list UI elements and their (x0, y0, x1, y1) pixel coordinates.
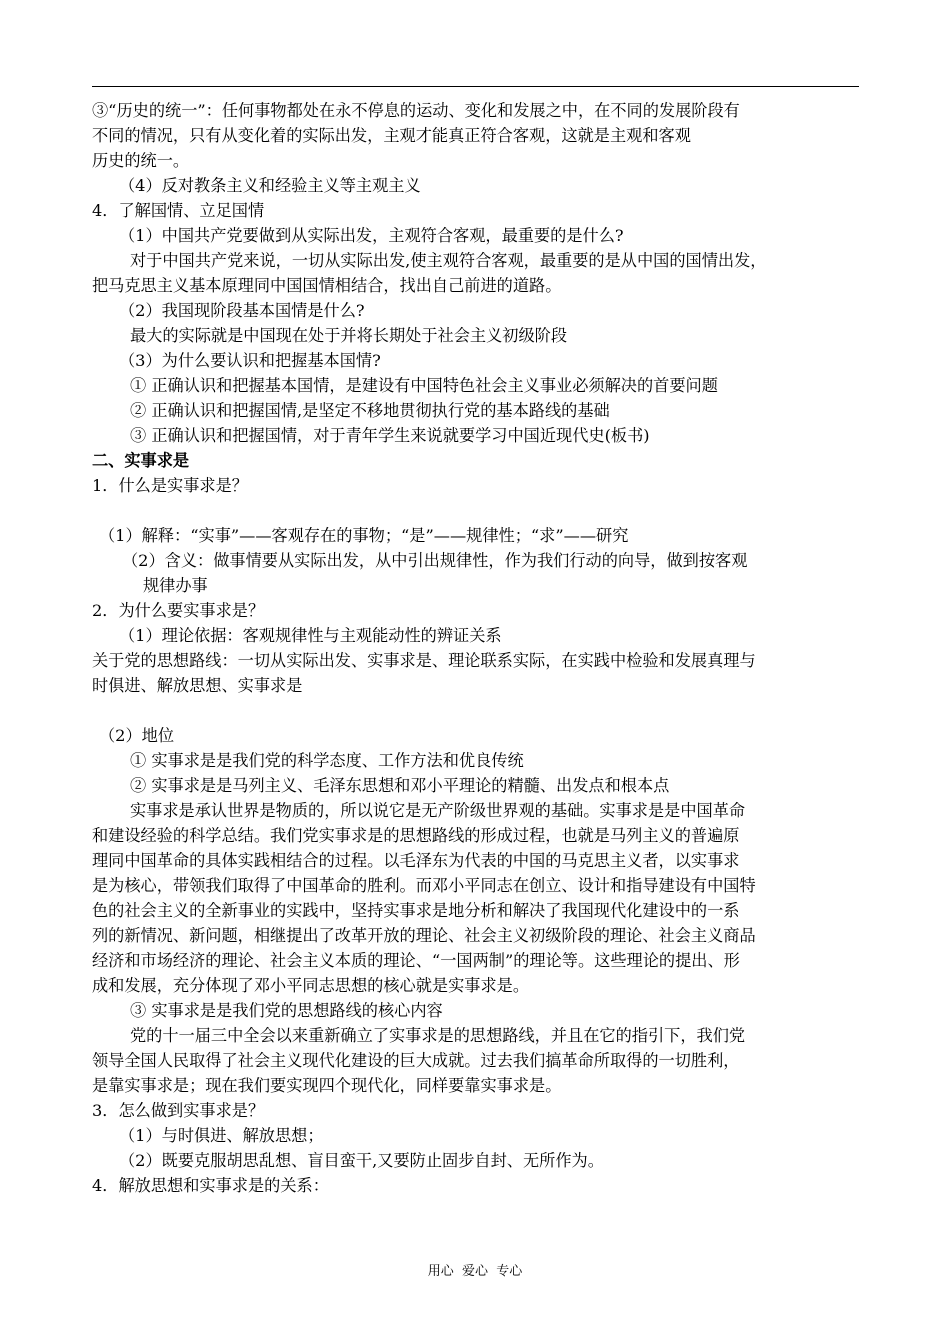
text-line: （1）解释：“实事”——客观存在的事物；“是”——规律性；“求”——研究 (99, 526, 629, 545)
text-line: 最大的实际就是中国现在处于并将长期处于社会主义初级阶段 (130, 326, 568, 345)
text-line: 成和发展，充分体现了邓小平同志思想的核心就是实事求是。 (92, 976, 530, 995)
text-line: 对于中国共产党来说，一切从实际出发,使主观符合客观，最重要的是从中国的国情出发， (130, 251, 767, 270)
text-line: 色的社会主义的全新事业的实践中，坚持实事求是地分析和解决了我国现代化建设中的一系 (92, 901, 740, 920)
text-line: 把马克思主义基本原理同中国国情相结合，找出自己前进的道路。 (92, 276, 562, 295)
text-line: 关于党的思想路线：一切从实际出发、实事求是、理论联系实际，在实践中检验和发展真理与 (92, 651, 756, 670)
text-line: 4．了解国情、立足国情 (92, 201, 265, 220)
text-line: 领导全国人民取得了社会主义现代化建设的巨大成就。过去我们搞革命所取得的一切胜利， (92, 1051, 740, 1070)
text-line: 实事求是承认世界是物质的，所以说它是无产阶级世界观的基础。实事求是是中国革命 (130, 801, 746, 820)
blank-line (92, 498, 867, 523)
text-line: 规律办事 (143, 576, 208, 595)
page-footer: 用心 爱心 专心 (427, 1264, 523, 1279)
text-line: ③“历史的统一”：任何事物都处在永不停息的运动、变化和发展之中，在不同的发展阶段有 (92, 101, 740, 120)
text-line: 1．什么是实事求是？ (92, 476, 248, 495)
text-line: ③ 实事求是是我们党的思想路线的核心内容 (130, 1001, 443, 1020)
text-line: 是靠实事求是；现在我们要实现四个现代化，同样要靠实事求是。 (92, 1076, 562, 1095)
text-line: 历史的统一。 (92, 151, 190, 170)
text-line: 4．解放思想和实事求是的关系： (92, 1176, 329, 1195)
text-line: 时俱进、解放思想、实事求是 (92, 676, 303, 695)
text-line: （2）我国现阶段基本国情是什么? (119, 301, 365, 320)
text-line: ① 实事求是是我们党的科学态度、工作方法和优良传统 (130, 751, 524, 770)
blank-line (92, 698, 867, 723)
text-line: 不同的情况，只有从变化着的实际出发，主观才能真正符合客观，这就是主观和客观 (92, 126, 691, 145)
text-line: 2．为什么要实事求是？ (92, 601, 265, 620)
text-line: （2）既要克服胡思乱想、盲目蛮干,又要防止固步自封、无所作为。 (119, 1151, 604, 1170)
text-line: 列的新情况、新问题，相继提出了改革开放的理论、社会主义初级阶段的理论、社会主义商品 (92, 926, 756, 945)
header-rule (92, 86, 859, 87)
text-line: ② 实事求是是马列主义、毛泽东思想和邓小平理论的精髓、出发点和根本点 (130, 776, 670, 795)
text-line: （3）为什么要认识和把握基本国情? (119, 351, 381, 370)
text-line: ① 正确认识和把握基本国情，是建设有中国特色社会主义事业必须解决的首要问题 (130, 376, 718, 395)
text-line: 党的十一届三中全会以来重新确立了实事求是的思想路线，并且在它的指引下，我们党 (130, 1026, 746, 1045)
text-line: ② 正确认识和把握国情,是坚定不移地贯彻执行党的基本路线的基础 (130, 401, 610, 420)
text-line: （2）含义：做事情要从实际出发，从中引出规律性，作为我们行动的向导，做到按客观 (122, 551, 748, 570)
text-line: （1）理论依据：客观规律性与主观能动性的辨证关系 (119, 626, 502, 645)
section-heading: 二、实事求是 (92, 451, 190, 470)
text-line: 经济和市场经济的理论、社会主义本质的理论、“一国两制”的理论等。这些理论的提出、形 (92, 951, 740, 970)
text-line: （1）与时俱进、解放思想； (119, 1126, 324, 1145)
text-line: 3．怎么做到实事求是？ (92, 1101, 265, 1120)
document-body (92, 98, 867, 1198)
text-line: （1）中国共产党要做到从实际出发，主观符合客观，最重要的是什么? (119, 226, 624, 245)
text-line: 是为核心，带领我们取得了中国革命的胜利。而邓小平同志在创立、设计和指导建设有中国特 (92, 876, 756, 895)
text-line: 和建设经验的科学总结。我们党实事求是的思想路线的形成过程，也就是马列主义的普遍原 (92, 826, 740, 845)
text-line: ③ 正确认识和把握国情，对于青年学生来说就要学习中国近现代史(板书) (130, 426, 650, 445)
text-line: （4）反对教条主义和经验主义等主观主义 (119, 176, 421, 195)
text-line: 理同中国革命的具体实践相结合的过程。以毛泽东为代表的中国的马克思主义者，以实事求 (92, 851, 740, 870)
text-line: （2）地位 (99, 726, 175, 745)
